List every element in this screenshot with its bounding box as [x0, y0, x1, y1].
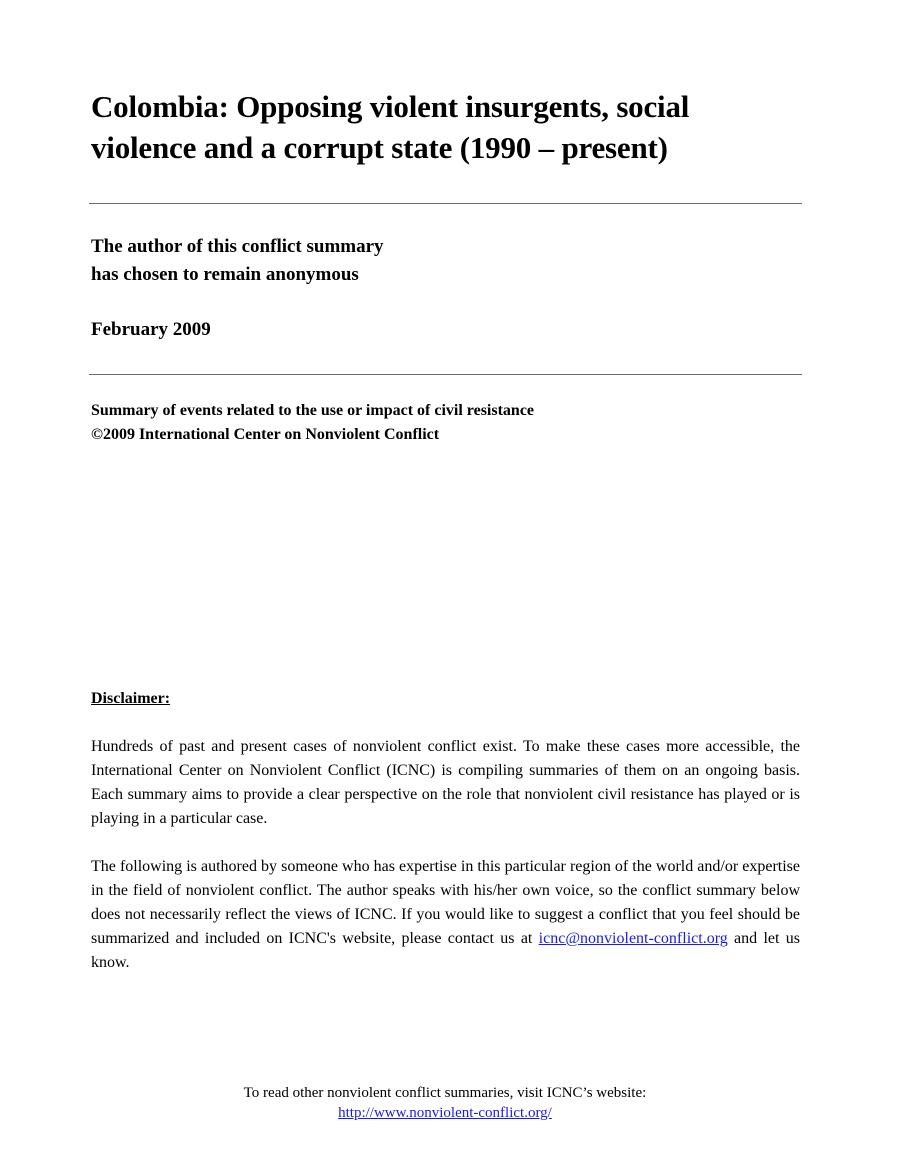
- author-statement: [91, 233, 384, 289]
- email-link[interactable]: icnc@nonviolent-conflict.org: [538, 930, 728, 947]
- disclaimer-paragraph-2-text: The following is authored by someone who has expertise in this particular region of the world and/or expertise in the field of nonviolent conflict. The author speaks with his/her own voice, so the conflict summary below does not necessarily reflect the views of ICNC. If you would like to suggest a conflict that you feel should be summarized and included on ICNC's website, please contact us at: [91, 858, 800, 947]
- author-line-2: has chosen to remain anonymous: [91, 264, 359, 285]
- title-line-2: violence and a corrupt state (1990 – present): [91, 130, 668, 165]
- horizontal-divider-bottom: [89, 374, 802, 375]
- disclaimer-paragraph-2-tail: and let us know.: [91, 930, 800, 971]
- page-footer: [0, 1083, 890, 1123]
- horizontal-divider-top: [89, 203, 802, 204]
- disclaimer-paragraph-1: Hundreds of past and present cases of nonviolent conflict exist. To make these cases more accessible, the International Center on Nonviolent Conflict (ICNC) is compiling summaries of them on an ongoing basis. Each summary aims to provide a clear perspective on the role that nonviolent civil resistance has played or is playing in a particular case.: [91, 738, 800, 827]
- title-line-1: Colombia: Opposing violent insurgents, social: [91, 89, 690, 124]
- document-title: [91, 86, 811, 168]
- copyright-notice: ©2009 International Center on Nonviolent Conflict: [91, 426, 440, 443]
- author-line-1: The author of this conflict summary: [91, 236, 384, 257]
- publication-date: February 2009: [91, 319, 211, 340]
- disclaimer-heading: Disclaimer:: [91, 690, 171, 707]
- website-link[interactable]: http://www.nonviolent-conflict.org/: [338, 1105, 552, 1121]
- footer-text: To read other nonviolent conflict summaries, visit ICNC’s website:: [243, 1085, 647, 1101]
- disclaimer-paragraph-2: [91, 855, 800, 975]
- summary-description: Summary of events related to the use or impact of civil resistance: [91, 402, 535, 419]
- summary-info: [91, 399, 534, 447]
